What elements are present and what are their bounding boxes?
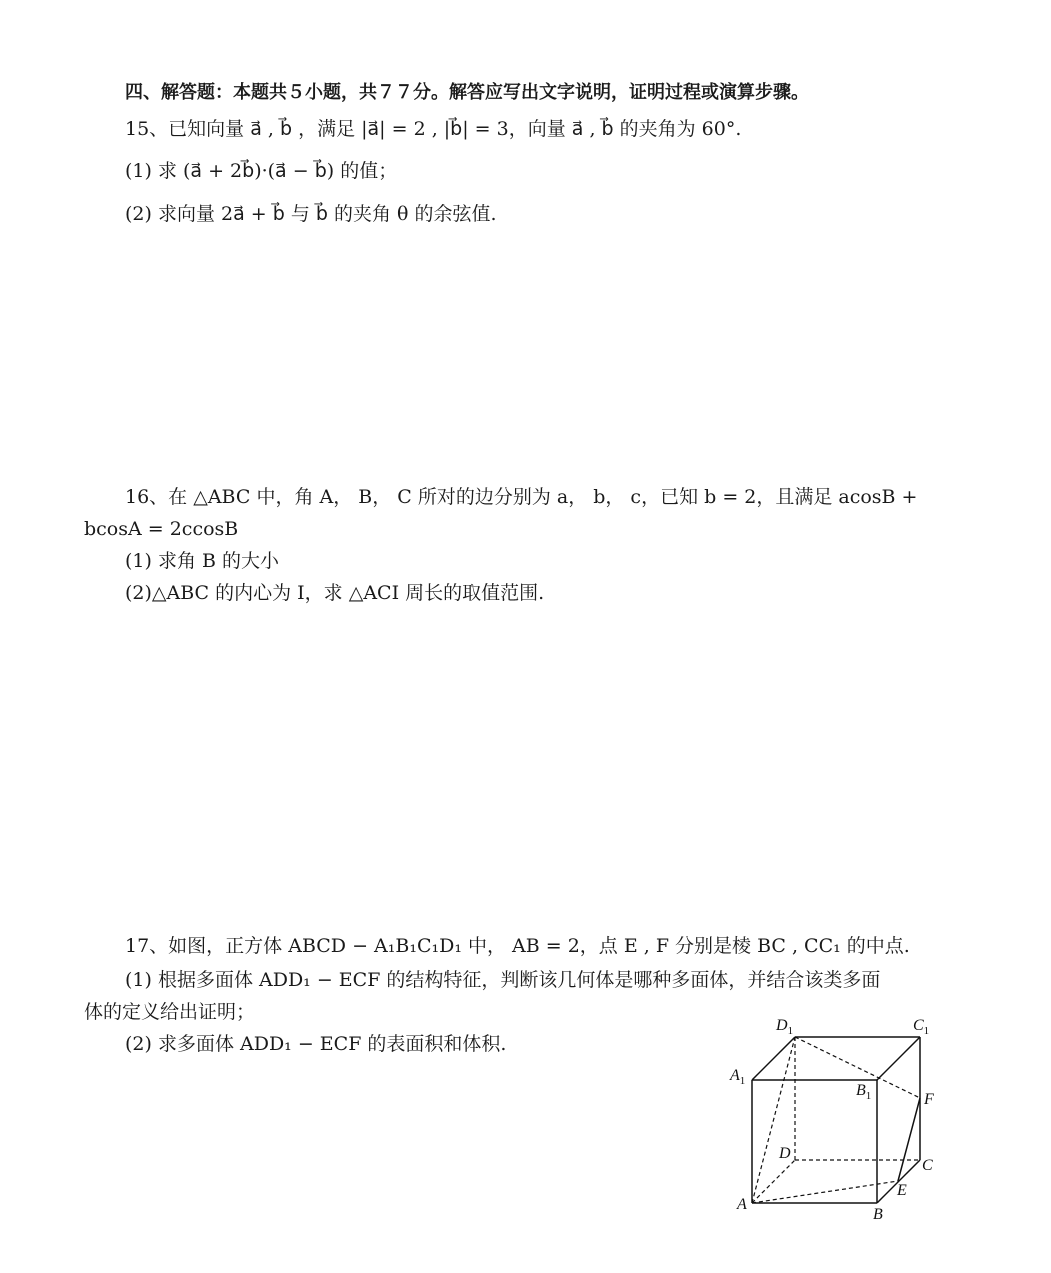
q16-part2: (2)△ABC 的内心为 I，求 △ACI 周长的取值范围.: [125, 582, 545, 604]
cube-figure: [725, 1005, 955, 1230]
label-a1: $A_1$: [730, 1067, 746, 1087]
q17-stem: 17、如图，正方体 ABCD − A₁B₁C₁D₁ 中， AB = 2，点 E , F 分别是棱 BC , CC₁ 的中点.: [125, 935, 910, 957]
section-title: 四、解答题：本题共５小题，共７７分。解答应写出文字说明，证明过程或演算步骤。: [125, 82, 809, 103]
label-b1: $B_1$: [856, 1082, 872, 1102]
q16-part1: (1) 求角 B 的大小: [125, 550, 279, 572]
q15-part2: (2) 求向量 2a⃗ + b⃗ 与 b⃗ 的夹角 θ 的余弦值.: [125, 203, 497, 225]
label-f: F: [924, 1091, 934, 1108]
edge-a1d1: [752, 1037, 795, 1080]
label-c: C: [922, 1157, 933, 1174]
q15-stem: 15、已知向量 a⃗ , b⃗ ，满足 |a⃗| = 2 , |b⃗| = 3，向量 a⃗ , b⃗ 的夹角为 60°.: [125, 118, 742, 140]
edge-ad-hidden: [752, 1160, 795, 1203]
segment-ef: [898, 1098, 920, 1181]
edge-b1c1: [877, 1037, 920, 1080]
label-c1: $C_1$: [913, 1017, 930, 1037]
q16-stem-line1: 16、在 △ABC 中，角 A， B， C 所对的边分别为 a， b， c，已知 b = 2，且满足 acosB +: [125, 486, 918, 508]
label-e: E: [897, 1182, 907, 1199]
q16-stem-line2: bcosA = 2ccosB: [84, 518, 239, 540]
segment-ae: [752, 1181, 898, 1203]
label-a: A: [737, 1196, 747, 1213]
label-b: B: [873, 1206, 883, 1223]
q17-part1-line1: (1) 根据多面体 ADD₁ − ECF 的结构特征，判断该几何体是哪种多面体，并结合该类多面: [125, 969, 881, 991]
q15-part1: (1) 求 (a⃗ + 2b⃗)·(a⃗ − b⃗) 的值；: [125, 160, 398, 182]
segment-ad1: [752, 1037, 795, 1203]
label-d1: $D_1$: [776, 1017, 794, 1037]
q17-part2: (2) 求多面体 ADD₁ − ECF 的表面积和体积.: [125, 1033, 507, 1055]
q17-part1-line2: 体的定义给出证明；: [84, 1001, 256, 1023]
label-d: D: [779, 1145, 791, 1162]
